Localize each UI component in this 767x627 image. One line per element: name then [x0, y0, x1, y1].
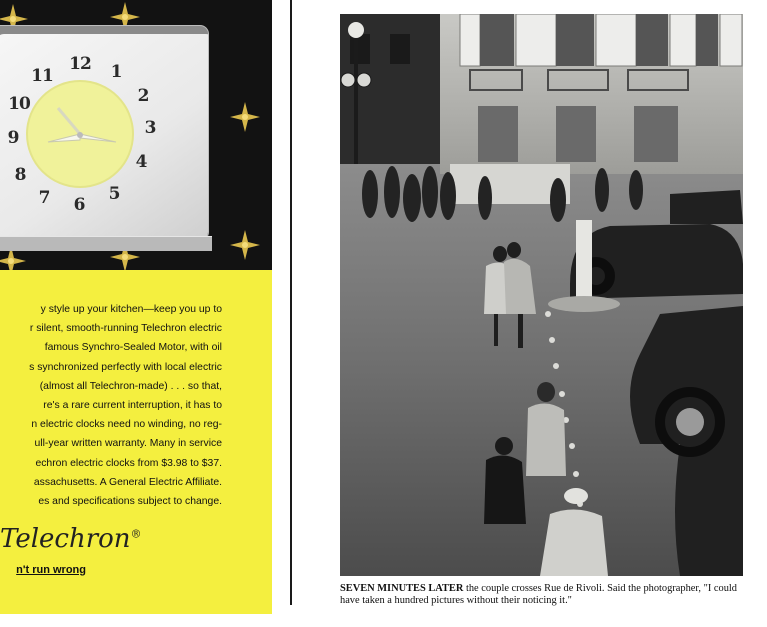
clock-numeral: 2 [137, 86, 149, 106]
caption-text: the couple crosses Rue de Rivoli. Said the photographer, "I could have taken a hundred pictures without their noticing it." [340, 583, 738, 606]
copy-line: es and specifications subject to change. [38, 496, 222, 508]
clock-numeral: 8 [14, 165, 26, 185]
brand-slogan: n't run wrong [16, 564, 86, 576]
copy-line: re's a rare current interruption, it has to [43, 400, 222, 412]
rue-de-rivoli-photo [340, 14, 743, 576]
clock-numeral: 4 [135, 152, 147, 172]
copy-line: echron electric clocks from $3.98 to $37. [35, 457, 222, 469]
clock-numeral: 9 [7, 128, 19, 148]
brand-name: Telechron [0, 524, 131, 554]
clock-numeral: 1 [110, 62, 122, 82]
copy-line: y style up your kitchen—keep you up to [40, 304, 222, 315]
copy-line: ull-year written warranty. Many in service [34, 438, 222, 450]
clock-photo [0, 0, 272, 270]
clock-hands-icon [28, 82, 132, 186]
copy-line: n electric clocks need no winding, no reg- [31, 419, 222, 431]
clock-numeral: 3 [144, 118, 156, 138]
caption-lead: SEVEN MINUTES LATER [340, 583, 464, 594]
page-gutter-rule [290, 0, 292, 605]
clock-numeral: 6 [73, 195, 85, 215]
clock-numeral: 5 [108, 184, 120, 204]
copy-line: s synchronized perfectly with local electric [29, 361, 222, 373]
registered-mark: ® [130, 527, 142, 541]
clock-numeral: 7 [38, 188, 50, 208]
clock-numeral: 12 [69, 54, 91, 74]
photo-caption [340, 583, 748, 607]
clock-shelf [0, 236, 212, 251]
clock-numeral: 11 [31, 66, 53, 86]
advertisement-page [0, 0, 272, 614]
wallpaper-star-icon [228, 100, 262, 134]
brand-logo [0, 524, 142, 554]
clock-numeral: 10 [8, 94, 30, 114]
wallpaper-star-icon [228, 228, 262, 262]
clock-face [28, 82, 132, 186]
copy-line: famous Synchro-Sealed Motor, with oil [44, 342, 222, 354]
copy-line: assachusetts. A General Electric Affiliate. [33, 476, 222, 488]
copy-line: r silent, smooth-running Telechron electric [29, 323, 222, 335]
street-photograph [340, 14, 743, 576]
copy-line: (almost all Telechron-made) . . . so that, [39, 380, 222, 392]
advertisement-body-copy [0, 300, 268, 511]
